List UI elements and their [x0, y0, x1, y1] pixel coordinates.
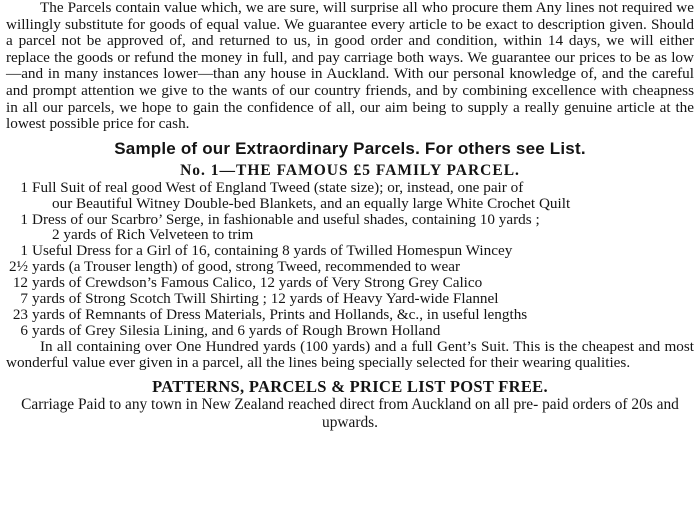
list-item: [6, 275, 694, 291]
parcel-title: No. 1—THE FAMOUS £5 FAMILY PARCEL.: [180, 161, 520, 179]
item-continuation: 2 yards of Rich Velveteen to trim: [52, 226, 254, 244]
item-quantity: 7: [20, 290, 28, 308]
list-item: [6, 180, 694, 212]
item-quantity: 1: [20, 178, 28, 196]
parcel-items-list: [6, 180, 694, 339]
sample-heading: Sample of our Extraordinary Parcels. For others see List.: [114, 138, 586, 158]
list-item: [6, 212, 694, 244]
list-item: [6, 307, 694, 323]
item-quantity: 6: [20, 321, 28, 339]
item-description: yards of Crewdson’s Famous Calico, 12 yards of Very Strong Grey Calico: [32, 274, 483, 292]
list-item: [6, 323, 694, 339]
item-description: yards of Grey Silesia Lining, and 6 yards of Rough Brown Holland: [32, 321, 441, 339]
item-quantity: 23: [12, 306, 28, 323]
item-quantity: 2½: [9, 258, 28, 276]
item-text: Full Suit of real good West of England Tweed (state size); or, instead, one pair of: [32, 178, 524, 196]
list-item: [6, 291, 694, 307]
item-description: Useful Dress for a Girl of 16, containing 8 yards of Twilled Homespun Wincey: [32, 242, 513, 260]
list-item: [6, 259, 694, 275]
item-quantity: 1: [20, 210, 28, 228]
item-quantity: 12: [12, 274, 28, 292]
item-description: yards (a Trouser length) of good, strong Tweed, recommended to wear: [32, 258, 461, 276]
item-description: yards of Remnants of Dress Materials, Prints and Hollands, &c., in useful lengths: [32, 306, 528, 323]
intro-paragraph: The Parcels contain value which, we are sure, will surprise all who procure them Any lines not required we willingly substitute for goods of equal value. We guarantee every article to be exact to description given. Should a parcel not be approved of, and returned to us, in good order and condition, within 14 days, we will either replace the goods or refund the money in full, and pay carriage both ways. We guarantee our prices to be as low—and in many instances lower—than any house in Auckland. With our personal knowledge of, and the careful and prompt attention we give to the wants of our country friends, and by combining excellence with cheapness in all our parcels, we hope to gain the confidence of all, our aim being to supply a really genuine article at the lowest possible price for cash.: [6, 0, 694, 133]
footer-note: Carriage Paid to any town in New Zealand reached direct from Auckland on all pre- paid orders of 20s and upwards.: [21, 395, 679, 431]
item-description: [32, 180, 694, 212]
item-description: yards of Strong Scotch Twill Shirting ; 12 yards of Heavy Yard-wide Flannel: [32, 290, 499, 308]
list-item: [6, 243, 694, 259]
item-continuation: our Beautiful Witney Double-bed Blankets, and an equally large White Crochet Quilt: [52, 194, 571, 212]
closing-paragraph: In all containing over One Hundred yards (100 yards) and a full Gent’s Suit. This is the cheapest and most wonderful value ever given in a parcel, all the lines being specially selected for their wearing qualities.: [6, 337, 694, 371]
footer-heading: PATTERNS, PARCELS & PRICE LIST POST FREE.: [152, 376, 548, 396]
item-quantity: 1: [20, 242, 28, 260]
item-text: Dress of our Scarbro’ Serge, in fashionable and useful shades, containing 10 yards ;: [32, 210, 540, 228]
item-description: [32, 212, 694, 244]
